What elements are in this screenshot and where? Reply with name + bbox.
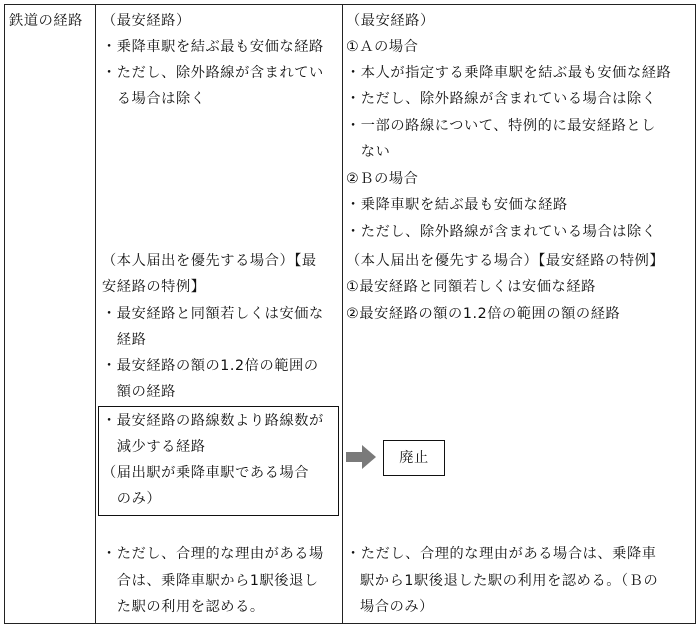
left-text: 額の経路	[102, 384, 176, 400]
right-text: ・乗降車駅を結ぶ最も安価な経路	[346, 197, 568, 213]
left-text: る場合は除く	[102, 91, 206, 107]
left-text: 経路	[102, 332, 147, 348]
left-text: （届出駅が乗降車駅である場合	[102, 465, 310, 481]
left-text: ・最安経路の額の1.2倍の範囲の	[102, 358, 319, 374]
left-text: た駅の利用を認める。	[102, 599, 265, 615]
right-text: ・ただし、除外路線が含まれている場合は除く	[346, 224, 657, 240]
column-divider-1	[95, 4, 96, 624]
right-text: 場合のみ）	[360, 599, 434, 615]
right-text: ①最安経路と同額若しくは安価な経路	[346, 279, 596, 295]
left-text: のみ）	[102, 491, 162, 507]
abolished-label: 廃止	[383, 440, 445, 476]
right-text: ・ただし、除外路線が含まれている場合は除く	[346, 91, 657, 107]
right-text: ②Ｂの場合	[346, 171, 419, 187]
left-text: ・乗降車駅を結ぶ最も安価な経路	[102, 39, 324, 55]
left-text: 合は、乗降車駅から1駅後退し	[102, 573, 319, 589]
right-arrow-icon	[346, 445, 376, 469]
left-text: （本人届出を優先する場合）【最	[102, 253, 317, 269]
right-text: ②最安経路の額の1.2倍の範囲の額の経路	[346, 306, 621, 322]
left-text: （最安経路）	[102, 13, 191, 29]
row-header: 鉄道の経路	[9, 13, 83, 29]
right-text: ・一部の路線について、特例的に最安経路とし	[346, 118, 656, 134]
right-text: 駅から1駅後退した駅の利用を認める。（Ｂの	[360, 573, 659, 589]
right-text: ①Ａの場合	[346, 39, 419, 55]
column-divider-2	[342, 4, 343, 624]
right-text: ・ただし、合理的な理由がある場合は、乗降車	[346, 546, 657, 562]
right-text: ない	[346, 144, 391, 160]
right-text: （最安経路）	[346, 13, 435, 29]
right-text: ・本人が指定する乗降車駅を結ぶ最も安価な経路	[346, 65, 672, 81]
left-text: ・最安経路と同額若しくは安価な	[102, 306, 324, 322]
left-text: ・ただし、除外路線が含まれてい	[102, 65, 324, 81]
left-text: ・ただし、合理的な理由がある場	[102, 546, 324, 562]
left-text: 減少する経路	[102, 439, 206, 455]
left-text: ・最安経路の路線数より路線数が	[102, 413, 324, 429]
left-text: 安経路の特例】	[102, 279, 206, 295]
right-text: （本人届出を優先する場合）【最安経路の特例】	[346, 253, 665, 269]
